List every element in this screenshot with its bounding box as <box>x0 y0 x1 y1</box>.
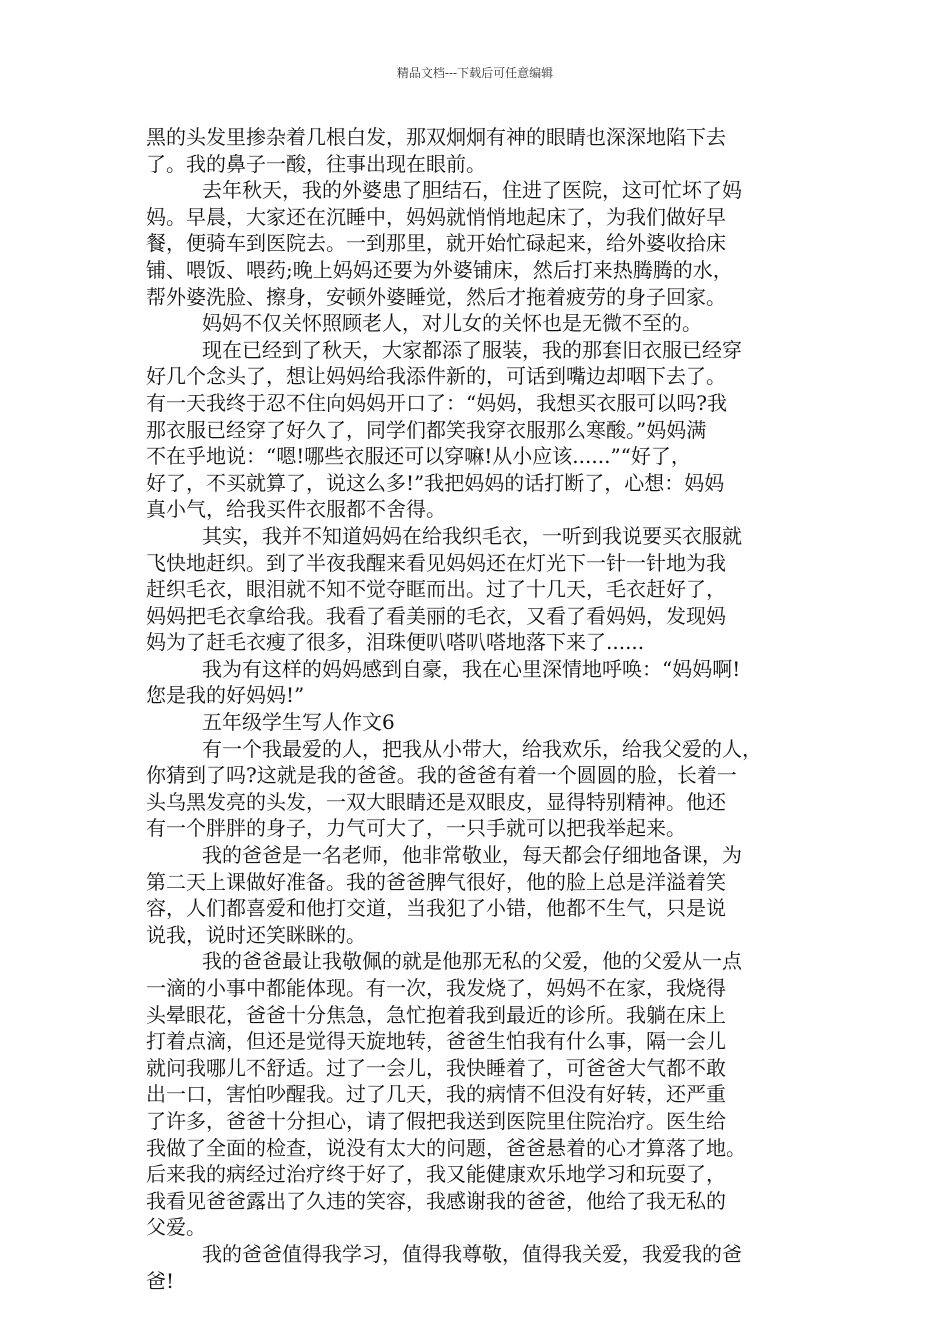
text-line: 赶织毛衣，眼泪就不知不觉夺眶而出。过了十几天，毛衣赶好了， <box>146 577 726 602</box>
text-line: 有一天我终于忍不住向妈妈开口了：“妈妈，我想买衣服可以吗?我 <box>146 390 727 415</box>
text-line: 餐，便骑车到医院去。一到那里，就开始忙碌起来，给外婆收拾床 <box>146 231 726 256</box>
text-line: 出一口，害怕吵醒我。过了几天，我的病情不但没有好转，还严重 <box>146 1082 726 1107</box>
text-line: 您是我的好妈妈!” <box>146 683 305 708</box>
text-line: 不在乎地说：“嗯!哪些衣服还可以穿嘛!从小应该......”“好了， <box>146 444 691 469</box>
text-line: 我的爸爸是一名老师，他非常敬业，每天都会仔细地备课，为 <box>202 843 742 868</box>
text-line: 妈妈不仅关怀照顾老人，对儿女的关怀也是无微不至的。 <box>202 311 702 336</box>
text-line: 我的爸爸值得我学习，值得我尊敬，值得我关爱，我爱我的爸 <box>202 1241 742 1266</box>
text-line: 了许多，爸爸十分担心，请了假把我送到医院里住院治疗。医生给 <box>146 1108 726 1133</box>
text-line: 我看见爸爸露出了久违的笑容，我感谢我的爸爸，他给了我无私的 <box>146 1188 726 1213</box>
text-line: 第二天上课做好准备。我的爸爸脾气很好，他的脸上总是洋溢着笑 <box>146 869 726 894</box>
text-line: 父爱。 <box>146 1215 206 1240</box>
text-line: 妈为了赶毛衣瘦了很多，泪珠便叭嗒叭嗒地落下来了...... <box>146 630 645 655</box>
text-line: 好了，不买就算了，说这么多!”我把妈妈的话打断了，心想：妈妈 <box>146 470 725 495</box>
text-line: 你猜到了吗?这就是我的爸爸。我的爸爸有着一个圆圆的脸，长着一 <box>146 763 737 788</box>
text-line: 头晕眼花，爸爸十分焦急，急忙抱着我到最近的诊所。我躺在床上 <box>146 1002 726 1027</box>
text-line: 好几个念头了，想让妈妈给我添件新的，可话到嘴边却咽下去了。 <box>146 364 726 389</box>
text-line: 有一个胖胖的身子，力气可大了，一只手就可以把我举起来。 <box>146 816 686 841</box>
document-body <box>146 124 822 1294</box>
text-line: 爸! <box>146 1268 175 1293</box>
text-line: 我为有这样的妈妈感到自豪，我在心里深情地呼唤：“妈妈啊! <box>202 656 741 681</box>
text-line: 说我，说时还笑眯眯的。 <box>146 922 366 947</box>
text-line: 飞快地赶织。到了半夜我醒来看见妈妈还在灯光下一针一针地为我 <box>146 550 726 575</box>
text-line: 妈妈把毛衣拿给我。我看了看美丽的毛衣，又看了看妈妈，发现妈 <box>146 603 726 628</box>
text-line: 那衣服已经穿了好久了，同学们都笑我穿衣服那么寒酸。”妈妈满 <box>146 417 707 442</box>
text-line: 五年级学生写人作文6 <box>202 710 395 735</box>
page-header: 精品文档---下载后可任意编辑 <box>396 66 554 80</box>
text-line: 打着点滴，但还是觉得天旋地转，爸爸生怕我有什么事，隔一会儿 <box>146 1029 726 1054</box>
text-line: 帮外婆洗脸、擦身，安顿外婆睡觉，然后才拖着疲劳的身子回家。 <box>146 284 726 309</box>
text-line: 妈。早晨，大家还在沉睡中，妈妈就悄悄地起床了，为我们做好早 <box>146 204 726 229</box>
text-line: 了。我的鼻子一酸，往事出现在眼前。 <box>146 151 486 176</box>
text-line: 一滴的小事中都能体现。有一次，我发烧了，妈妈不在家，我烧得 <box>146 976 726 1000</box>
text-line: 容，人们都喜爱和他打交道，当我犯了小错，他都不生气，只是说 <box>146 896 726 921</box>
text-line: 有一个我最爱的人，把我从小带大，给我欢乐，给我父爱的人， <box>202 736 762 761</box>
text-line: 其实，我并不知道妈妈在给我织毛衣，一听到我说要买衣服就 <box>202 523 742 548</box>
text-line: 真小气，给我买件衣服都不舍得。 <box>146 497 446 522</box>
text-line: 我的爸爸最让我敬佩的就是他那无私的父爱，他的父爱从一点 <box>202 949 742 974</box>
text-line: 黑的头发里掺杂着几根白发，那双炯炯有神的眼睛也深深地陷下去 <box>146 125 726 149</box>
text-line: 去年秋天，我的外婆患了胆结石，住进了医院，这可忙坏了妈 <box>202 178 742 203</box>
text-line: 现在已经到了秋天，大家都添了服装，我的那套旧衣服已经穿 <box>202 337 742 362</box>
text-line: 我做了全面的检查，说没有太大的问题，爸爸悬着的心才算落了地。 <box>146 1135 746 1160</box>
text-line: 铺、喂饭、喂药;晚上妈妈还要为外婆铺床，然后打来热腾腾的水， <box>146 257 733 282</box>
text-line: 头乌黑发亮的头发，一双大眼睛还是双眼皮，显得特别精神。他还 <box>146 789 726 814</box>
text-line: 后来我的病经过治疗终于好了，我又能健康欢乐地学习和玩耍了， <box>146 1162 726 1187</box>
text-line: 就问我哪儿不舒适。过了一会儿，我快睡着了，可爸爸大气都不敢 <box>146 1055 726 1080</box>
